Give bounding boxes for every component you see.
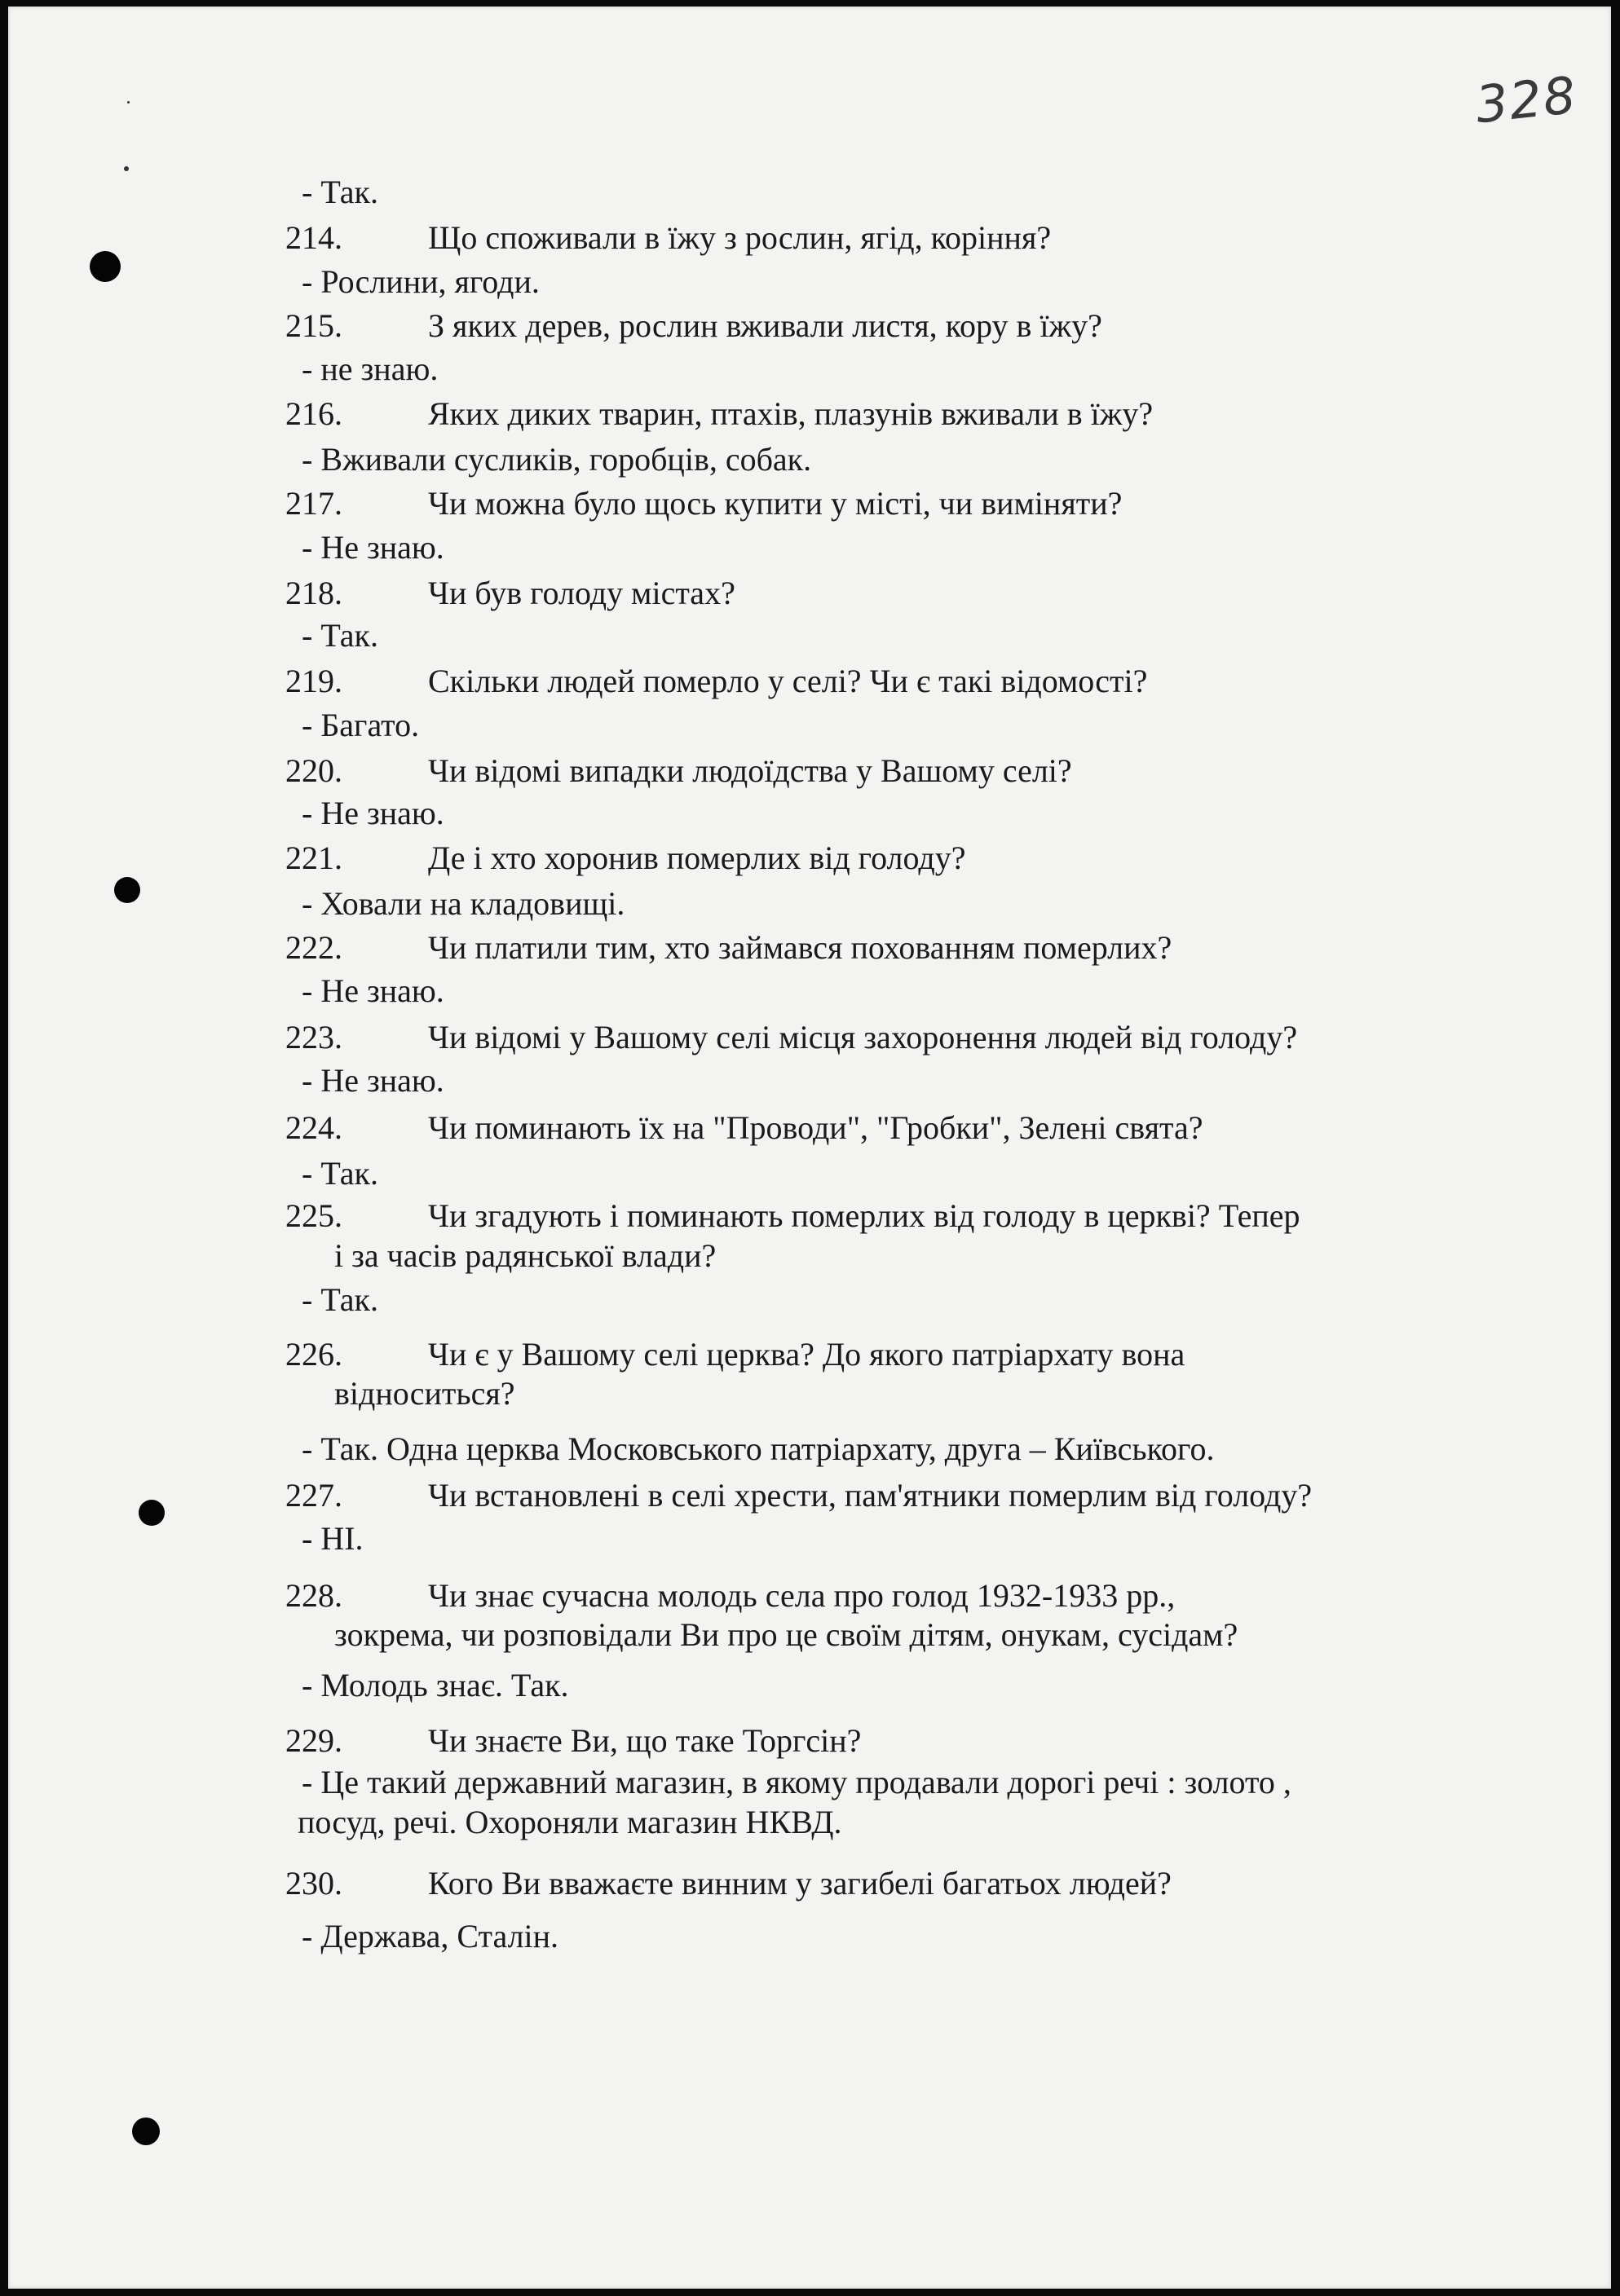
question-text-continuation: зокрема, чи розповідали Ви про це своїм дітям, онукам, сусідам? — [334, 1616, 1238, 1653]
answer-text: - Так. — [302, 1281, 378, 1318]
question-text: Скільки людей померло у селі? Чи є такі відомості? — [428, 663, 1148, 699]
speck — [124, 166, 129, 171]
question-text: Чи встановлені в селі хрести, пам'ятники померлим від голоду? — [428, 1477, 1313, 1514]
answer-text: - не знаю. — [302, 350, 439, 387]
question-number: 219. — [285, 663, 342, 699]
answer-text: - Так. Одна церква Московського патріархату, друга – Київського. — [302, 1430, 1215, 1467]
question-number: 226. — [285, 1336, 342, 1373]
question-number: 225. — [285, 1197, 342, 1234]
question-text: Чи знає сучасна молодь села про голод 1932-1933 рр., — [428, 1577, 1176, 1614]
question-text: Чи був голоду містах? — [428, 575, 735, 611]
question-text: Яких диких тварин, птахів, плазунів вживали в їжу? — [428, 395, 1154, 432]
punch-hole — [114, 877, 140, 903]
answer-text: - Ховали на кладовищі. — [302, 885, 625, 922]
question-number: 229. — [285, 1722, 342, 1759]
answer-text: - НІ. — [302, 1520, 364, 1557]
speck — [127, 101, 130, 104]
punch-hole — [139, 1500, 165, 1526]
answer-text: - Не знаю. — [302, 972, 444, 1009]
answer-text: - Молодь знає. Так. — [302, 1667, 569, 1703]
answer-text: - Вживали сусликів, горобців, собак. — [302, 441, 812, 478]
answer-text: - Так. — [302, 174, 378, 210]
question-text: Чи відомі у Вашому селі місця захоронення людей від голоду? — [428, 1019, 1298, 1055]
question-text: Чи відомі випадки людоїдства у Вашому селі? — [428, 752, 1072, 789]
answer-text: - Так. — [302, 617, 378, 654]
question-number: 218. — [285, 575, 342, 611]
answer-text: - Багато. — [302, 707, 420, 743]
question-number: 217. — [285, 485, 342, 522]
punch-hole — [90, 251, 121, 282]
answer-text: - Рослини, ягоди. — [302, 263, 540, 300]
question-number: 222. — [285, 929, 342, 966]
question-number: 223. — [285, 1019, 342, 1055]
answer-text: - Не знаю. — [302, 1062, 444, 1099]
punch-hole — [132, 2118, 160, 2145]
question-text: Кого Ви вважаєте винним у загибелі багатьох людей? — [428, 1865, 1172, 1902]
question-text-continuation: і за часів радянської влади? — [334, 1237, 717, 1274]
question-number: 228. — [285, 1577, 342, 1614]
question-text: Де і хто хоронив померлих від голоду? — [428, 840, 966, 876]
document-page — [8, 7, 1611, 2289]
question-number: 224. — [285, 1109, 342, 1146]
answer-text-continuation: посуд, речі. Охороняли магазин НКВД. — [298, 1804, 842, 1840]
answer-text: - Не знаю. — [302, 795, 444, 831]
question-text: Чи платили тим, хто займався похованням померлих? — [428, 929, 1172, 966]
answer-text: - Це такий державний магазин, в якому продавали дорогі речі : золото , — [302, 1764, 1291, 1800]
question-number: 220. — [285, 752, 342, 789]
question-text: Чи можна було щось купити у місті, чи виміняти? — [428, 485, 1123, 522]
question-number: 221. — [285, 840, 342, 876]
question-text: Чи є у Вашому селі церква? До якого патріархату вона — [428, 1336, 1185, 1373]
answer-text: - Так. — [302, 1155, 378, 1192]
question-number: 215. — [285, 307, 342, 344]
question-number: 214. — [285, 219, 342, 256]
question-text: Що споживали в їжу з рослин, ягід, коріння? — [428, 219, 1052, 256]
question-text: З яких дерев, рослин вживали листя, кору в їжу? — [428, 307, 1102, 344]
handwritten-page-number: 328 — [1472, 64, 1580, 135]
answer-text: - Не знаю. — [302, 529, 444, 566]
question-text: Чи згадують і поминають померлих від голоду в церкві? Тепер — [428, 1197, 1300, 1234]
question-number: 216. — [285, 395, 342, 432]
question-text: Чи поминають їх на "Проводи", "Гробки", Зелені свята? — [428, 1109, 1203, 1146]
question-text-continuation: відноситься? — [334, 1375, 515, 1412]
answer-text: - Держава, Сталін. — [302, 1918, 559, 1954]
question-number: 227. — [285, 1477, 342, 1514]
question-text: Чи знаєте Ви, що таке Торгсін? — [428, 1722, 862, 1759]
question-number: 230. — [285, 1865, 342, 1902]
